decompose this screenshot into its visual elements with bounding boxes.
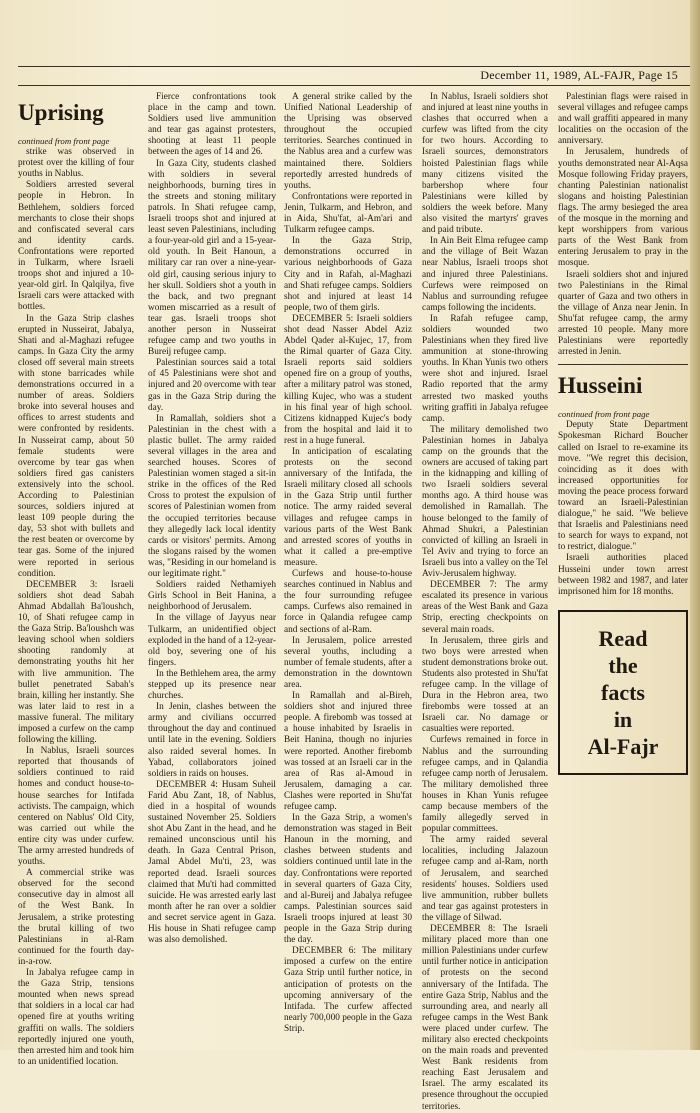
- header-rule: [18, 66, 690, 67]
- article-paragraph: DECEMBER 4: Husam Suheil Farid Abu Zant, 18, of Nablus, died in a hospital of wounds sustained November 25. Soldiers shot Abu Zant in the head, and he remained unconscious until his death. In Gaza Central Prison, Jamal Abdel Mu'ti, 23, was reported dead. Israeli sources claimed that Mu'ti had committed suicide. He was arrested early last month after he ran over a soldier and secret service agent in Gaza. His house in Shati refugee camp was also demolished.: [148, 779, 276, 946]
- article-paragraph: Palestinian flags were raised in several villages and refugee camps and wall graffiti appeared in many localities on the occasion of the anniversary.: [558, 92, 688, 147]
- promo-box: [558, 610, 688, 775]
- article-paragraph: In Jerusalem, police arrested several youths, including a number of female students, after a demonstration in the downtown area.: [284, 635, 412, 690]
- article-paragraph: Curfews and house-to-house searches continued in Nablus and the four surrounding refugee camps. Curfews also remained in force in Qalandia refugee camp and sections of al-Ram.: [284, 569, 412, 635]
- article-paragraph: In the village of Jayyus near Tulkarm, an unidentified object exploded in the hand of a 12-year-old boy, severing one of his fingers.: [148, 613, 276, 668]
- article-paragraph: Deputy State Department Spokesman Richard Boucher called on Israel to re-examine its move. "We regret this decision, coinciding as it does with increased opportunities for moving the peace process forward toward an Israeli-Palestinian dialogue," he said. "We believe that Israelis and Palestinians need to search for ways to expand, not to restrict, dialogue.": [558, 420, 688, 553]
- article-paragraph: In Nablus, Israeli sources reported that thousands of soldiers continued to raid homes and conduct house-to-house searches for Intifada activists. The campaign, which centered on Nablus' Old City, was carried out while the entire city was under curfew. The army arrested hundreds of youths.: [18, 746, 134, 868]
- article-paragraph: A commercial strike was observed for the second consecutive day in almost all of the West Bank. In Jerusalem, a strike protesting the brutal killing of two Palestinians in al-Ram continued for the fourth day-in-a-row.: [18, 868, 134, 967]
- article-paragraph: In the Gaza Strip, a women's demonstration was staged in Beit Hanoun in the morning, and clashes between students and soldiers continued until late in the day. Confrontations were reported in several quarters of Gaza City, and al-Bureij and Jabalya refugee camps. Palestinian sources said Israeli troops injured at least 30 people in the Gaza Strip during the day.: [284, 813, 412, 946]
- section-divider: [558, 364, 688, 365]
- article-paragraph: In Ain Beit Elma refugee camp and the village of Beit Wazan near Nablus, Israeli troops shot and injured three Palestinians. Curfews were reimposed on Nablus and surrounding refugee camps following the incidents.: [422, 236, 548, 313]
- article-paragraph: DECEMBER 5: Israeli soldiers shot dead Nasser Abdel Aziz Abdel Qader al-Kujec, 17, from the Rimal quarter of Gaza City. Israeli reports said soldiers opened fire on a group of youths, after a military patrol was stoned, killing Kujec, who was a student in his final year of high school. Citizens kidnapped Kujec's body from the hospital and laid it to rest in a huge funeral.: [284, 313, 412, 446]
- promo-box-text: Read the facts in Al-Fajr: [587, 625, 659, 759]
- article-paragraph: DECEMBER 3: Israeli soldiers shot dead Sabah Ahmad Abdallah Ba'loushch, 10, of Shati refugee camp in the Gaza Strip. Ba'loushch was leaving school when soldiers shooting randomly at demonstrating youths hit her with live ammunition. The bullet penetrated Sabah's brain, killing her instantly. She was later laid to rest in a massive funeral. The military imposed a curfew on the camp following the killing.: [18, 579, 134, 746]
- husseini-continued-note: continued from front page: [558, 409, 650, 420]
- uprising-continued-note: continued from front page: [18, 136, 110, 146]
- article-columns: [18, 92, 690, 1112]
- column-3: [284, 92, 412, 1044]
- article-paragraph: A general strike called by the Unified National Leadership of the Uprising was observed throughout the occupied territories. Searches continued in the Nablus area and a curfew was maintained there. Soldiers reportedly arrested hundreds of youths.: [284, 92, 412, 191]
- column-5: [558, 92, 688, 1044]
- article-paragraph: The army raided several localities, including Jalazoun refugee camp and al-Ram, north of Jerusalem, and searched residents' houses. Soldiers used live ammunition, rubber bullets and tear gas against protesters in the village of Silwad.: [422, 835, 548, 923]
- article-paragraph: In the Gaza Strip, demonstrations occurred in various neighborhoods of Gaza City and in Rafah, al-Maghazi and Shati refugee camps. Soldiers shot and injured at least 14 people, two of them girls.: [284, 236, 412, 313]
- article-paragraph: strike was observed in protest over the killing of four youths in Nablus.: [18, 147, 134, 180]
- article-paragraph: In anticipation of escalating protests on the second anniversary of the Intifada, the Israeli military closed all schools in the Gaza Strip until further notice. The army raided several villages and refugee camps in various parts of the West Bank and arrested scores of youths in what it called a pre-emptive measure.: [284, 447, 412, 568]
- article-paragraph: DECEMBER 8: The Israeli military placed more than one million Palestinians under curfew until further notice in anticipation of protests on the second anniversary of the Intifada. The entire Gaza Strip, Nablus and the surrounding area, and nearly all refugee camps in the West Bank were placed under curfew. The military also erected checkpoints on the main roads and prevented West Bank residents from reaching East Jerusalem and Israel. The army escalated its presence throughout the occupied territories.: [422, 924, 548, 1112]
- article-paragraph: The military demolished two Palestinian homes in Jabalya camp on the grounds that the owners are accused of taking part in the kidnapping and killing of two Israeli soldiers several months ago. A third house was demolished in Ramallah. The house belonged to the family of Ahmad Shukri, a Palestinian convicted of killing an Israeli in Tel Aviv and trying to force an Israeli bus into a valley on the Tel Aviv-Jerusalem highway.: [422, 424, 548, 580]
- article-paragraph: In the Bethlehem area, the army stepped up its presence near churches.: [148, 668, 276, 702]
- column-1: [18, 92, 134, 1067]
- article-paragraph: In the Gaza Strip clashes erupted in Nusseirat, Jabalya, Shati and al-Maghazi refugee camps. In Gaza City the army closed off several main streets with stone barricades while demonstrations occurred in a number of areas. Soldiers broke into several houses and offices to arrest students and were confronted by residents. In Nusseirat camp, about 50 female students were overcome by tear gas when soldiers fired gas canisters extensively into the school. According to Palestinian sources, soldiers injured at least 109 people during the day, 53 shot with bullets and the rest beaten or overcome by tear gas. Some of the injured were reported in serious condition.: [18, 313, 134, 579]
- article-paragraph: Soldiers raided Nethamiyeh Girls School in Beit Hanina, a neighborhood of Jerusalem.: [148, 580, 276, 613]
- article-paragraph: Israeli soldiers shot and injured two Palestinians in the Rimal quarter of Gaza and two others in the village of Anza near Jenin. In Shu'fat refugee camp, the army arrested 10 people. Many more Palestinians were reportedly arrested in Jenin.: [558, 269, 688, 358]
- page-folio: December 11, 1989, AL-FAJR, Page 15: [480, 68, 678, 82]
- article-paragraph: Israeli authorities placed Husseini under town arrest between 1982 and 1987, and later imprisoned him for 18 months.: [558, 553, 688, 597]
- article-paragraph: In Jerusalem, three girls and two boys were arrested when student demonstrations broke out. Students also protested in Shu'fat refugee camp. In the village of Dura in the Hebron area, two firebombs were tossed at an Israeli car. No damage or casualties were reported.: [422, 635, 549, 735]
- article-paragraph: In Nablus, Israeli soldiers shot and injured at least nine youths in clashes that occurred when a curfew was lifted from the city for two hours. According to Israeli sources, demonstrators hoisted Palestinian flags while many citizens visited the barbershop where four Palestinians were killed by soldiers the week before. Many also visited the martyrs' graves and paid tribute.: [422, 92, 548, 236]
- article-paragraph: In Jerusalem, hundreds of youths demonstrated near Al-Aqsa Mosque following Friday prayers, chanting Palestinian nationalist slogans and hoisting Palestinian flags. The army besieged the area of the mosque in the morning and kept worshippers from various parts of the West Bank from entering Jerusalem to pray in the mosque.: [558, 147, 688, 269]
- article-paragraph: Soldiers arrested several people in Hebron. In Bethlehem, soldiers forced merchants to close their shops and confiscated several cars and identity cards. Confrontations were reported in Tulkarm, where Israeli troops shot and injured a 10-year-old girl. In Qalqilya, five Israeli cars were attacked with bottles.: [18, 180, 134, 313]
- article-paragraph: Fierce confrontations took place in the camp and town. Soldiers used live ammunition and tear gas against protesters, shooting at least 11 people between the ages of 14 and 26.: [148, 92, 276, 158]
- header-rule: [18, 85, 690, 86]
- article-paragraph: In Jabalya refugee camp in the Gaza Strip, tensions mounted when news spread that soldiers in a local car had opened fire at youths writing graffiti on walls. The soldiers reportedly injured one youth, then arrested him and took him to an unidentified location.: [18, 968, 134, 1067]
- husseini-headline: Husseini: [558, 373, 643, 399]
- article-paragraph: DECEMBER 6: The military imposed a curfew on the entire Gaza Strip until further notice, in anticipation of protests on the upcoming anniversary of the Intifada. The curfew affected nearly 700,000 people in the Gaza Strip.: [284, 946, 412, 1034]
- column-4: [422, 92, 549, 1112]
- column-2: [148, 92, 276, 1044]
- article-paragraph: In Jenin, clashes between the army and civilians occurred throughout the day and continued until late in the evening. Soldiers also raided several homes. In Yabad, collaborators joined soldiers in raids on houses.: [148, 702, 276, 779]
- article-paragraph: In Ramallah, soldiers shot a Palestinian in the chest with a plastic bullet. The army raided several villages in the area and searched houses. Scores of Palestinian women staged a sit-in strike in the offices of the Red Cross to protest the expulsion of scores of Palestinian women from the occupied territories because they allegedly lack local identity cards or visitors' permits. Among the slogans raised by the women was, "Residing in our homeland is our legitimate right.": [148, 413, 276, 580]
- article-paragraph: In Ramallah and al-Bireh, soldiers shot and injured three people. A firebomb was tossed at a house inhabited by Israelis in Beit Hanina, though no injuries were reported. Another firebomb was tossed at an Israeli car in the area of Ras al-Amoud in Jerusalem, damaging a car. Clashes were reported in Shu'fat refugee camp.: [284, 691, 412, 812]
- article-paragraph: DECEMBER 7: The army escalated its presence in various areas of the West Bank and Gaza Strip, erecting checkpoints on several main roads.: [422, 580, 548, 635]
- article-paragraph: In Rafah refugee camp, soldiers wounded two Palestinians when they fired live ammunition at stone-throwing youths. In Khan Yunis two others were shot and injured. Israel Radio reported that the army arrested two masked youths writing graffiti in Jabalya refugee camp.: [422, 313, 548, 424]
- article-paragraph: Palestinian sources said a total of 45 Palestinians were shot and injured and 20 overcome with tear gas in the Gaza Strip during the day.: [148, 358, 276, 413]
- uprising-headline: Uprising: [18, 100, 104, 125]
- article-paragraph: Curfews remained in force in Nablus and the surrounding refugee camps, and in Qalandia refugee camp north of Jerusalem. The military demolished three houses in Khan Yunis refugee camp because members of the family allegedly served in popular committees.: [422, 735, 548, 835]
- article-paragraph: Confrontations were reported in Jenin, Tulkarm, and Hebron, and in Aida, Shu'fat, al-Am'ari and Tulkarm refugee camps.: [284, 191, 412, 236]
- article-paragraph: In Gaza City, students clashed with soldiers in several neighborhoods, burning tires in the streets and stoning military patrols. In Shati refugee camp, Israeli troops shot and injured at least seven Palestinians, including a four-year-old girl and a 15-year-old youth. In Beit Hanoun, a military car ran over a nine-year-old girl, causing serious injury to her skull. Soldiers shot a youth in the back, and two pregnant women miscarried as a result of tear gas. Israeli troops shot another person in Nusseirat refugee camp and two youths in Bureij refugee camp.: [148, 158, 276, 358]
- page-edge: [690, 0, 700, 1050]
